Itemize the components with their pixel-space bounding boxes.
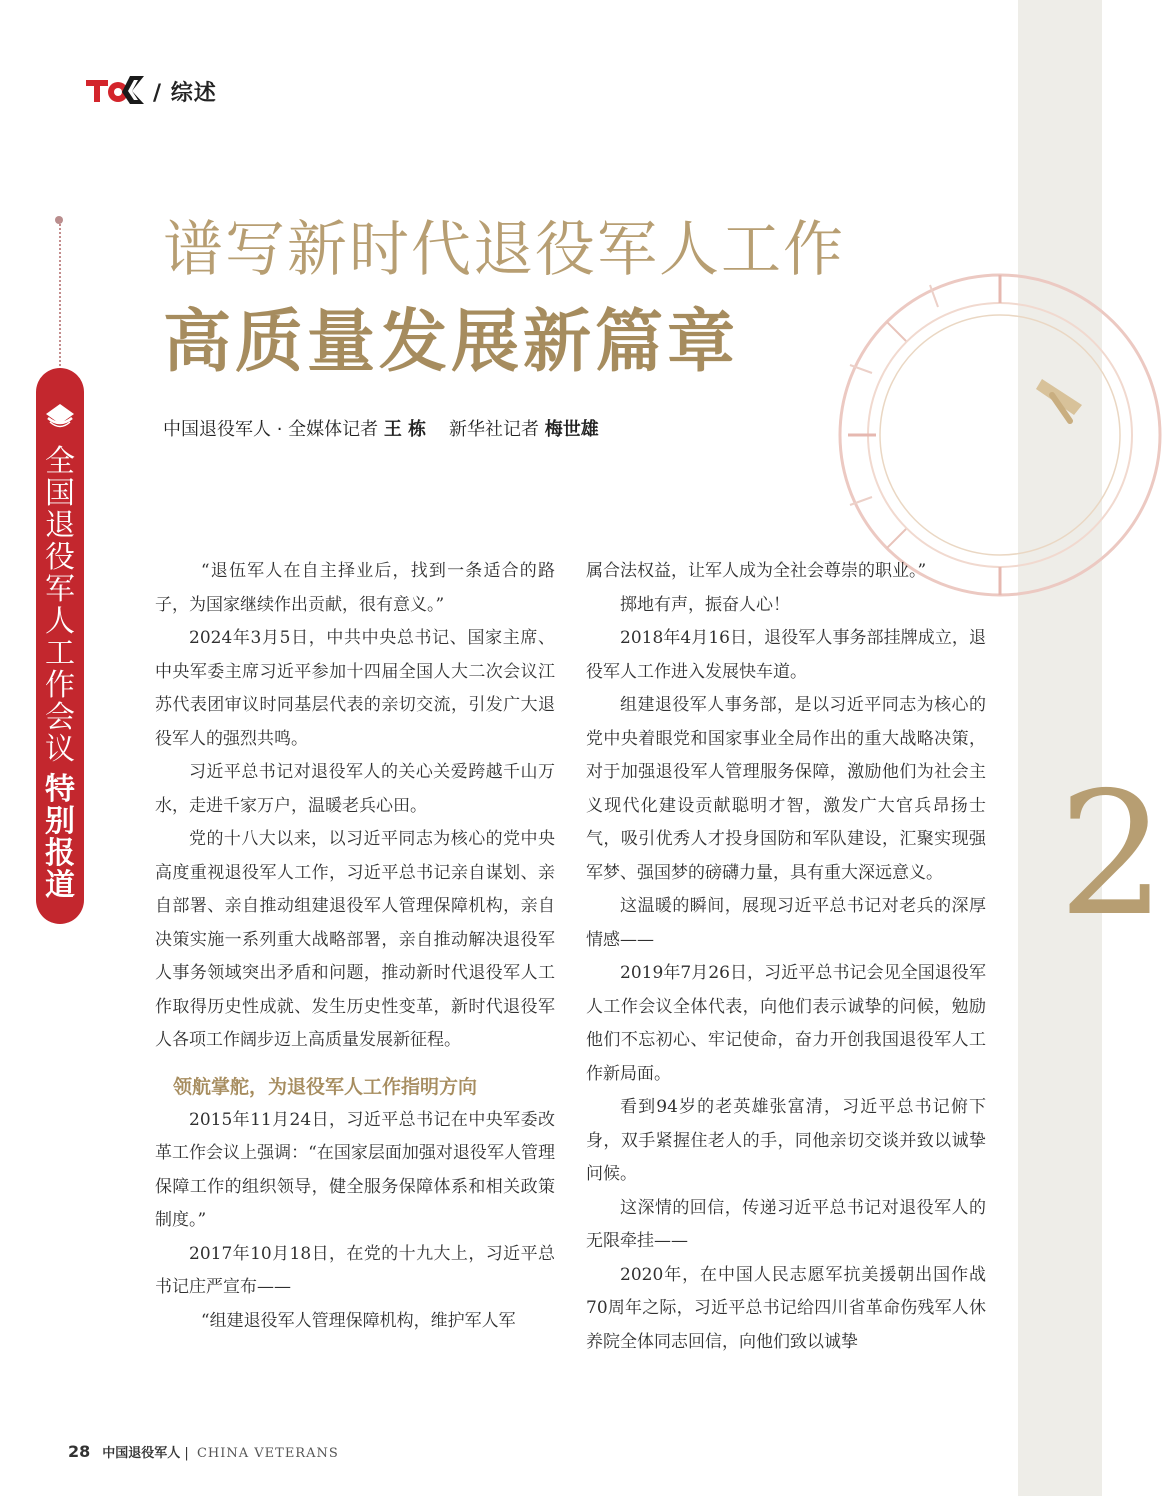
article-title-line-1: 谱写新时代退役军人工作 xyxy=(163,215,845,285)
right-margin-strip xyxy=(1018,0,1102,1496)
body-paragraph-continued: 属合法权益，让军人成为全社会尊崇的职业。” xyxy=(586,561,927,581)
book-icon xyxy=(44,400,76,432)
clock-decoration xyxy=(820,255,1150,585)
body-paragraph: 掷地有声，振奋人心！ xyxy=(620,594,790,615)
body-paragraph: 这深情的回信，传递习近平总书记对退役军人的无限牵挂—— xyxy=(586,1197,986,1251)
body-paragraph: 2017年10月18日，在党的十九大上，习近平总书记庄严宣布—— xyxy=(155,1243,555,1297)
page-number: 28 xyxy=(68,1442,91,1461)
dotted-line xyxy=(59,220,61,370)
body-paragraph: 这温暖的瞬间，展现习近平总书记对老兵的深厚情感—— xyxy=(586,896,986,950)
banner-line-1: 全国退役军人工作会议 xyxy=(45,444,75,767)
body-quote: “退伍军人在自主择业后，找到一条适合的路子，为国家继续作出贡献，很有意义。” xyxy=(155,561,555,615)
body-paragraph: 2019年7月26日，习近平总书记会见全国退役军人工作会议全体代表，向他们表示诚挚的问候，勉励他们不忘初心、牢记使命，奋力开创我国退役军人工作新局面。 xyxy=(586,963,986,1084)
byline-prefix-1: 中国退役军人 · 全媒体记者 xyxy=(163,419,384,440)
body-paragraph: 2020年，在中国人民志愿军抗美援朝出国作战70周年之际，习近平总书记给四川省革命伤残军人休养院全体同志回信，向他们致以诚挚 xyxy=(586,1264,986,1352)
byline-author-2: 梅世雄 xyxy=(544,419,599,440)
footer-magazine-name: 中国退役军人 xyxy=(102,1446,181,1461)
decorative-numeral: 2 xyxy=(1058,756,1166,954)
banner-line-2: 特别报道 xyxy=(45,772,75,903)
section-heading: 领航掌舵，为退役军人工作指明方向 xyxy=(173,1075,478,1098)
article-title-line-2: 高质量发展新篇章 xyxy=(163,302,740,382)
page-footer xyxy=(68,1442,339,1461)
body-paragraph: 2018年4月16日，退役军人事务部挂牌成立，退役军人工作进入发展快车道。 xyxy=(586,628,986,682)
byline xyxy=(163,415,599,441)
byline-author-1: 王 栋 xyxy=(383,419,427,440)
body-paragraph: 党的十八大以来，以习近平同志为核心的党中央高度重视退役军人工作，习近平总书记亲自谋划、亲自部署、亲自推动组建退役军人管理保障机构，亲自决策实施一系列重大战略部署，亲自推动解决退役军人事务领域突出矛盾和问题，推动新时代退役军人工作取得历史性成就、发生历史性变革，新时代退役军人各项工作阔步迈上高质量发展新征程。 xyxy=(155,829,555,1050)
section-tag: / 综述 xyxy=(153,81,217,106)
body-paragraph: 2015年11月24日，习近平总书记在中央军委改革工作会议上强调：“在国家层面加强对退役军人管理保障工作的组织领导，健全服务保障体系和相关政策制度。” xyxy=(155,1109,555,1230)
body-paragraph: 习近平总书记对退役军人的关心关爱跨越千山万水，走进千家万户，温暖老兵心田。 xyxy=(155,762,555,816)
magazine-logo-icon xyxy=(86,72,146,106)
body-column-right xyxy=(586,555,986,1359)
byline-prefix-2: 新华社记者 xyxy=(426,419,545,440)
banner-text xyxy=(38,446,82,902)
body-paragraph: 组建退役军人事务部，是以习近平同志为核心的党中央着眼党和国家事业全局作出的重大战略决策，对于加强退役军人管理服务保障，激励他们为社会主义现代化建设贡献聪明才智，激发广大官兵昂扬士气，吸引优秀人才投身国防和军队建设，汇聚实现强军梦、强国梦的磅礴力量，具有重大深远意义。 xyxy=(586,695,986,883)
body-quote: “组建退役军人管理保障机构，维护军人军 xyxy=(200,1310,516,1331)
body-paragraph: 2024年3月5日，中共中央总书记、国家主席、中央军委主席习近平参加十四届全国人大二次会议江苏代表团审议时同基层代表的亲切交流，引发广大退役军人的强烈共鸣。 xyxy=(155,628,555,749)
footer-english-name: CHINA VETERANS xyxy=(196,1446,339,1461)
body-column-left xyxy=(155,555,555,1338)
footer-separator: | xyxy=(184,1446,189,1461)
body-paragraph: 看到94岁的老英雄张富清，习近平总书记俯下身，双手紧握住老人的手，同他亲切交谈并致以诚挚问候。 xyxy=(586,1097,986,1184)
